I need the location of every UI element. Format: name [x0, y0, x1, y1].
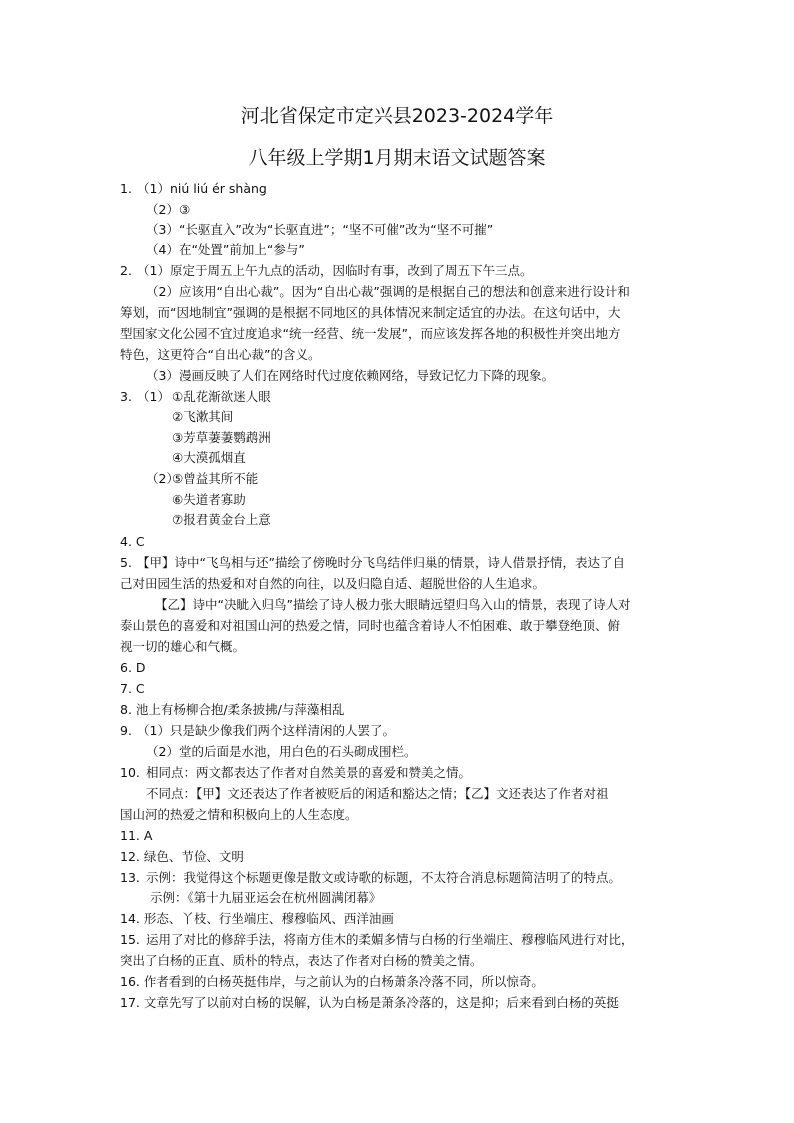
q9-answer-2: （2）堂的后面是水池，用白色的石头砌成围栏。: [146, 744, 417, 759]
q6-answer: 6. D: [120, 660, 146, 675]
q10-line-1: 相同点：两文都表达了作者对自然美景的喜爱和赞美之情。: [146, 765, 472, 780]
q16-answer: 16. 作者看到的白杨英挺伟岸，与之前认为的白杨萧条冷落不同，所以惊奇。: [120, 974, 544, 989]
q3-item-4: ④大漠孤烟直: [172, 450, 246, 465]
q5-line-2: 己对田园生活的热爱和对自然的向往，以及归隐自适、超脱世俗的人生追求。: [120, 576, 546, 591]
q10-line-3: 国山河的热爱之情和积极向上的人生态度。: [120, 807, 358, 822]
q3-item-1: ①乱花渐欲迷人眼: [172, 389, 271, 404]
q5-line-4: 泰山景色的喜爱和对祖国山河的热爱之情，同时也蕴含着诗人不怕困难、敢于攀登绝顶、俯: [120, 618, 621, 633]
q2-answer-2-line-1: （2）应该用“自出心裁”。因为“自出心裁”强调的是根据自己的想法和创意来进行设计和: [146, 284, 630, 299]
q9-number: 9.: [120, 723, 132, 738]
q2-answer-3: （3）漫画反映了人们在网络时代过度依赖网络，导致记忆力下降的现象。: [146, 368, 554, 383]
q2-answer-2-line-2: 筹划，而“因地制宜”强调的是根据不同地区的具体情况来制定适宜的办法。在这句话中，大: [120, 305, 621, 320]
q13-line-2: 示例：《第十九届亚运会在杭州圆满闭幕》: [150, 890, 382, 905]
q14-answer: 14. 形态、丫枝、行坐端庄、穆穆临风、西洋油画: [120, 911, 394, 926]
q15-line-1: 运用了对比的修辞手法，将南方佳木的柔媚多情与白杨的行坐端庄、穆穆临风进行对比，: [146, 932, 634, 947]
q5-line-1: 【甲】诗中“飞鸟相与还”描绘了傍晚时分飞鸟结伴归巢的情景，诗人借景抒情，表达了自: [137, 555, 625, 570]
q10-number: 10.: [120, 765, 140, 780]
q2-answer-1: （1）原定于周五上午九点的活动，因临时有事，改到了周五下午三点。: [137, 263, 533, 278]
q5-number: 5.: [120, 555, 132, 570]
q1-answer-2: （2）③: [146, 202, 191, 217]
q3-part-2-label: （2）: [146, 471, 179, 486]
q3-item-3: ③芳草萋萋鹦鹉洲: [172, 430, 271, 445]
q15-number: 15.: [120, 932, 140, 947]
q2-number: 2.: [120, 263, 132, 278]
q13-number: 13.: [120, 870, 140, 885]
q1-answer-1: （1）niú liú ér shàng: [137, 181, 267, 196]
q8-answer: 8. 池上有杨柳合抱/柔条披拂/与萍藻相乱: [120, 702, 345, 717]
q7-answer: 7. C: [120, 681, 145, 696]
document-title-line-1: 河北省保定市定兴县2023-2024学年: [240, 105, 554, 127]
q17-answer: 17. 文章先写了以前对白杨的误解，认为白杨是萧条冷落的，这是抑；后来看到白杨的英挺: [120, 995, 619, 1010]
q11-answer: 11. A: [120, 828, 153, 843]
q15-line-2: 突出了白杨的正直、质朴的特点，表达了作者对白杨的赞美之情。: [120, 953, 483, 968]
q5-line-5: 视一切的雄心和气概。: [120, 639, 246, 654]
q10-line-2: 不同点：【甲】文还表达了作者被贬后的闲适和豁达之情；【乙】文还表达了作者对祖: [146, 786, 609, 801]
q1-answer-4: （4）在“处置”前加上“参与”: [146, 242, 305, 257]
q3-item-5: ⑤曾益其所不能: [172, 471, 259, 486]
q1-number: 1.: [120, 181, 132, 196]
q12-answer: 12. 绿色、节俭、文明: [120, 849, 244, 864]
q2-answer-2-line-4: 特色，这更符合“自出心裁”的含义。: [120, 347, 321, 362]
q13-line-1: 示例：我觉得这个标题更像是散文或诗歌的标题，不太符合消息标题简洁明了的特点。: [146, 870, 622, 885]
q1-answer-3: （3）“长驱直入”改为“长驱直进”；“坚不可催”改为“坚不可摧”: [146, 222, 494, 237]
q9-answer-1: （1）只是缺少像我们两个这样清闲的人罢了。: [137, 723, 395, 738]
q4-answer: 4. C: [120, 534, 145, 549]
q3-item-2: ②飞漱其间: [172, 409, 234, 424]
q3-item-7: ⑦报君黄金台上意: [172, 512, 271, 527]
q3-number: 3.: [120, 389, 132, 404]
document-title-line-2: 八年级上学期1月期末语文试题答案: [248, 147, 546, 169]
q2-answer-2-line-3: 型国家文化公园不宜过度追求“统一经营、统一发展”，而应该发挥各地的积极性并突出地方: [120, 326, 621, 341]
q3-item-6: ⑥失道者寡助: [172, 492, 246, 507]
q5-line-3: 【乙】诗中“决眦入归鸟”描绘了诗人极力张大眼睛远望归鸟入山的情景，表现了诗人对: [155, 597, 631, 612]
q3-part-1-label: （1）: [137, 389, 170, 404]
